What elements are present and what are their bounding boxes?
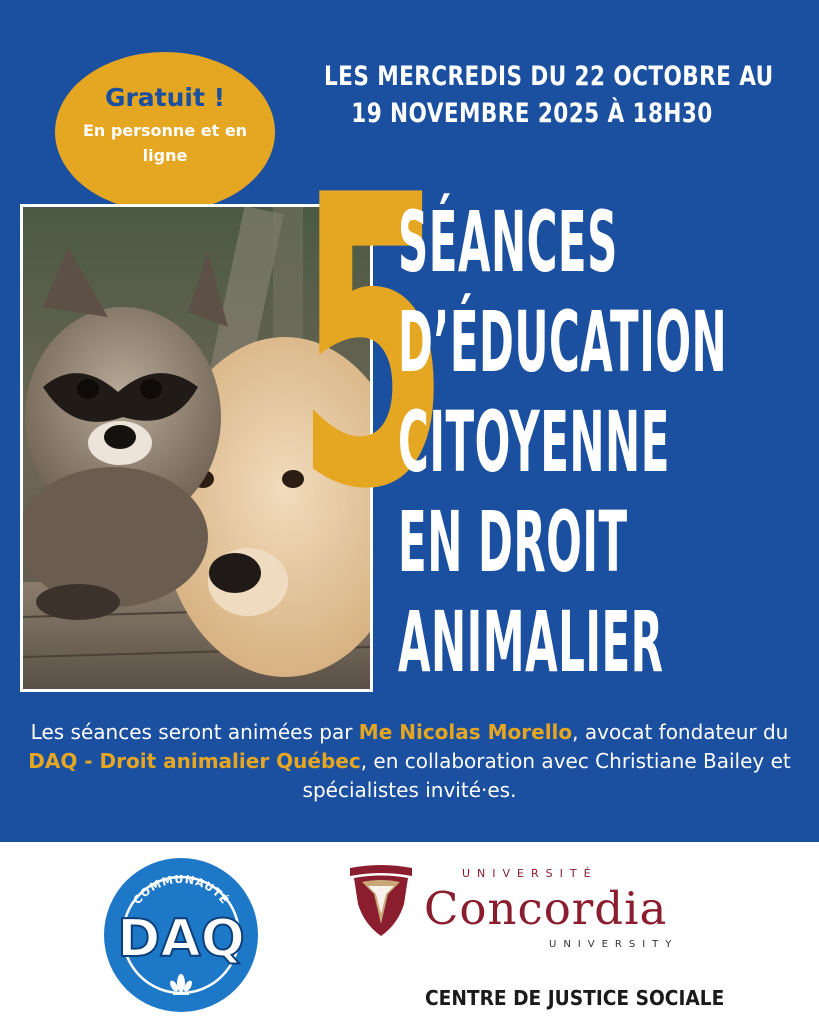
concordia-university: UNIVERSITY — [549, 939, 679, 950]
daq-badge-icon — [102, 856, 260, 1014]
big-number-five: 5 — [296, 112, 450, 577]
badge-title: Gratuit ! — [104, 82, 226, 112]
badge-subtitle: En personne et en ligne — [82, 120, 248, 165]
headline — [398, 192, 727, 692]
concordia-crest-icon — [348, 864, 414, 938]
headline-line-5: ANIMALIER — [398, 593, 664, 691]
daq-arc-text: COMMUNAUTÉ — [130, 872, 232, 907]
description-text-3: , en collaboration avec Christiane Bailey et spécialistes invité·es. — [302, 749, 791, 802]
daq-wordmark: DAQ — [117, 909, 245, 969]
headline-line-1: SÉANCES — [398, 193, 618, 291]
centre-justice-sociale: CENTRE DE JUSTICE SOCIALE — [425, 986, 725, 1010]
description-text-1: Les séances seront animées par — [30, 720, 359, 744]
free-badge — [55, 52, 275, 212]
description-text-2: , avocat fondateur du — [572, 720, 789, 744]
headline-line-4: EN DROIT — [398, 493, 628, 591]
concordia-logo — [344, 860, 724, 960]
concordia-wordmark: Concordia — [424, 882, 668, 935]
headline-line-3: CITOYENNE — [398, 393, 670, 491]
speaker-name: Me Nicolas Morello — [358, 720, 573, 744]
dates-line-1: LES MERCREDIS DU 22 OCTOBRE AU — [324, 61, 774, 92]
concordia-universite: UNIVERSITÉ — [462, 867, 598, 880]
dates-line-2: 19 NOVEMBRE 2025 À 18H30 — [351, 98, 713, 129]
headline-line-2: D’ÉDUCATION — [398, 293, 728, 391]
daq-logo — [102, 856, 260, 1014]
event-description — [20, 718, 799, 805]
organization-name: DAQ - Droit animalier Québec — [28, 749, 361, 773]
